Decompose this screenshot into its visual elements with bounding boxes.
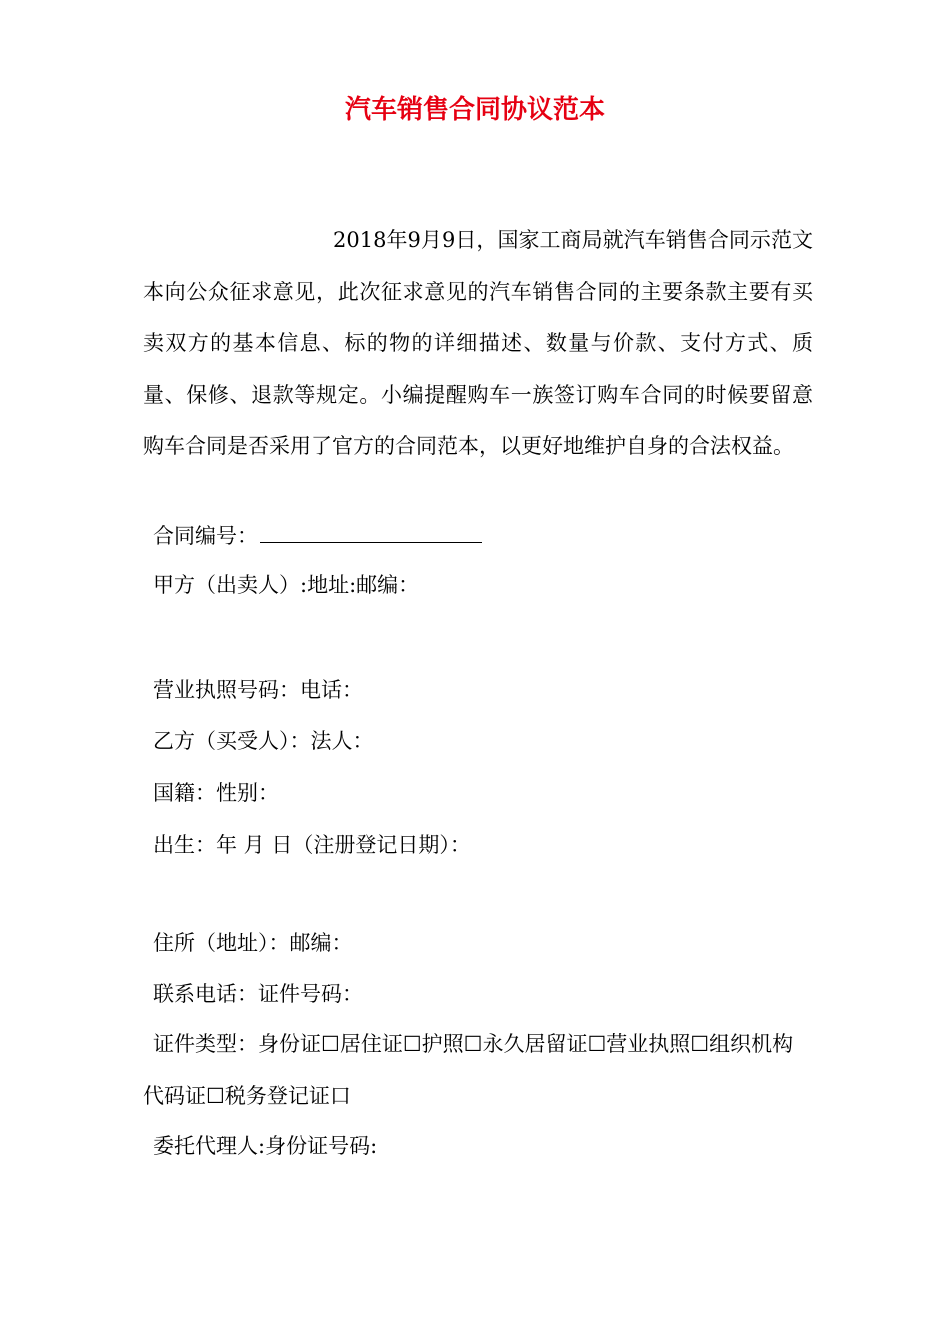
contact-line: 联系电话：证件号码： xyxy=(153,982,363,1006)
nationality-gender-line: 国籍：性别： xyxy=(153,781,279,805)
document-title: 汽车销售合同协议范本 xyxy=(344,95,605,125)
intro-paragraph: 2018年9月9日，国家工商局就汽车销售合同示范文本向公众征求意见，此次征求意见的汽车销售合同的主要条款主要有买卖双方的基本信息、标的物的详细描述、数量与价款、支付方式、质量、保修、退款等规定。小编提醒购车一族签订购车合同的时候要留意购车合同是否采用了官方的合同范本，以更好地维护自身的合法权益。 xyxy=(143,228,813,458)
contract-number-blank xyxy=(260,524,482,543)
id-types-paragraph: 证件类型：身份证☐居住证☐护照☐永久居留证☐营业执照☐组织机构代码证☐税务登记证口 xyxy=(143,1032,794,1108)
agent-line: 委托代理人:身份证号码: xyxy=(153,1134,378,1158)
party-a-line: 甲方（出卖人）:地址:邮编： xyxy=(153,573,420,597)
birth-line: 出生：年 月 日（注册登记日期）： xyxy=(153,833,471,857)
residence-line: 住所（地址）：邮编： xyxy=(153,931,353,955)
party-b-line: 乙方（买受人）：法人： xyxy=(153,729,374,753)
contract-number-label: 合同编号： xyxy=(153,524,258,548)
license-phone-line: 营业执照号码：电话： xyxy=(153,678,363,702)
contract-number-line xyxy=(153,520,813,552)
